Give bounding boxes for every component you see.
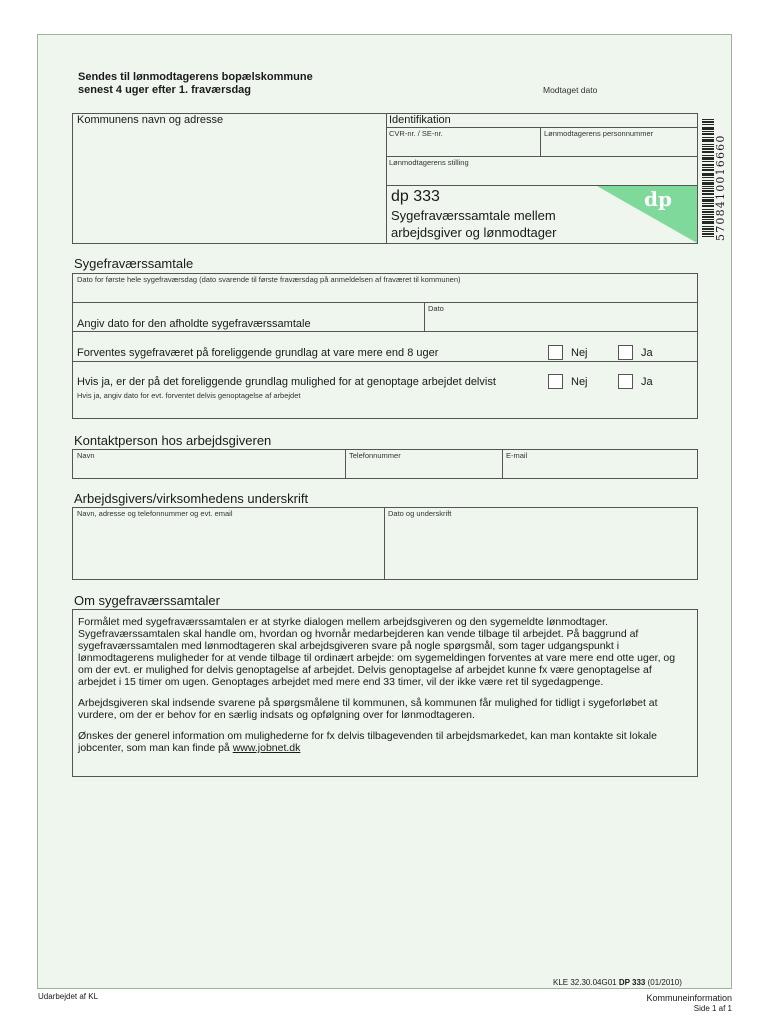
barcode-bar (702, 159, 714, 160)
barcode-bar (702, 186, 714, 187)
meeting-date-label: Angiv dato for den afholdte sygefraværssamtale (77, 318, 311, 330)
first-day-field[interactable] (73, 285, 697, 301)
barcode (702, 119, 730, 241)
send-line-2: senest 4 uger efter 1. fraværsdag (78, 84, 252, 96)
barcode-bar (702, 233, 714, 234)
meeting-date-field[interactable] (425, 314, 697, 330)
barcode-bar (702, 167, 714, 168)
identification-label: Identifikation (389, 114, 451, 126)
barcode-bar (702, 219, 714, 220)
sickness-line-2 (72, 331, 698, 332)
publisher: Kommuneinformation (646, 993, 732, 1003)
barcode-bar (702, 214, 714, 215)
barcode-bar (702, 175, 714, 176)
contact-email-label: E-mail (506, 451, 528, 460)
barcode-bar (702, 134, 714, 135)
barcode-bar (702, 133, 714, 134)
form-title-block (387, 186, 697, 243)
employer-details-field[interactable] (73, 519, 383, 579)
barcode-bar (702, 161, 714, 162)
id-line-2 (386, 156, 698, 157)
q2-yes-label: Ja (641, 376, 653, 388)
barcode-bar (702, 184, 714, 185)
barcode-bar (702, 193, 714, 194)
municipality-label: Kommunens navn og adresse (77, 114, 224, 126)
barcode-bar (702, 146, 714, 147)
barcode-bar (702, 128, 714, 129)
barcode-bar (702, 148, 714, 149)
form-code-line (553, 978, 682, 987)
barcode-bar (702, 182, 714, 183)
barcode-bar (702, 191, 714, 192)
barcode-bar (702, 139, 714, 140)
prepared-by: Udarbejdet af KL (38, 992, 99, 1001)
contact-phone-label: Telefonnummer (349, 451, 401, 460)
id-line-1 (386, 127, 698, 128)
barcode-bar (702, 194, 714, 195)
form-code: DP 333 (618, 978, 646, 987)
barcode-bar (702, 211, 714, 212)
q1-yes-checkbox[interactable] (618, 345, 633, 360)
about-paragraph-3 (78, 730, 691, 754)
barcode-bar (702, 223, 714, 224)
barcode-bar (702, 228, 714, 229)
barcode-bar (702, 149, 714, 150)
contact-name-label: Navn (77, 451, 95, 460)
form-title-line-2: arbejdsgiver og lønmodtager (391, 225, 557, 240)
municipality-field[interactable] (73, 127, 385, 243)
about-paragraph-3-text: Ønskes der generel information om mulighederne for fx delvis tilbagevenden til arbejdsmarkedet, kan man kontakte sit lokale jobcenter, som man kan finde på (78, 730, 657, 754)
send-instructions (78, 71, 313, 97)
jobnet-link[interactable]: www.jobnet.dk (232, 742, 301, 754)
barcode-bar (702, 173, 714, 174)
section-title-sickness: Sygefraværssamtale (74, 256, 194, 271)
question-partial-return: Hvis ja, er der på det foreliggende grundlag mulighed for at genoptage arbejdet delvist (77, 376, 496, 388)
barcode-bar (702, 122, 714, 123)
q2-no-label: Nej (571, 376, 588, 388)
about-paragraph-2: Arbejdsgiveren skal indsende svarene på spørgsmålene til kommunen, så kommunen får mulighed for tidligt i sygeforløbet at vurdere, om der er behov for en særlig indsats og opfølgning over for lønmodtageren. (78, 697, 658, 721)
barcode-bar (702, 203, 714, 204)
cpr-field[interactable] (541, 139, 697, 155)
barcode-bar (702, 141, 714, 142)
barcode-bar (702, 183, 714, 184)
date-signature-field[interactable] (385, 519, 697, 579)
barcode-bar (702, 231, 714, 232)
barcode-bar (702, 119, 714, 120)
barcode-bar (702, 216, 714, 217)
barcode-bar (702, 234, 714, 235)
contact-phone-field[interactable] (346, 461, 501, 478)
form-edition: (01/2010) (647, 978, 682, 987)
date-label: Dato (428, 304, 444, 313)
kle-code: KLE 32.30.04G01 (553, 978, 617, 987)
contact-name-field[interactable] (73, 461, 344, 478)
sickness-line-1 (72, 302, 698, 303)
contact-email-field[interactable] (503, 461, 697, 478)
barcode-bar (702, 180, 714, 181)
barcode-bar (702, 158, 714, 159)
section-title-signature: Arbejdsgivers/virksomhedens underskrift (74, 491, 309, 506)
barcode-bar (702, 127, 714, 128)
position-label: Lønmodtagerens stilling (389, 158, 469, 167)
barcode-bar (702, 197, 714, 198)
barcode-bar (702, 174, 714, 175)
barcode-bar (702, 209, 714, 210)
question-8-weeks: Forventes sygefraværet på foreliggende grundlag at vare mere end 8 uger (77, 347, 439, 359)
barcode-bar (702, 137, 714, 138)
partial-date-label: Hvis ja, angiv dato for evt. forventet delvis genoptagelse af arbejdet (77, 391, 301, 400)
section-title-contact: Kontaktperson hos arbejdsgiveren (74, 433, 272, 448)
dp-logo: dp (644, 187, 672, 211)
barcode-bar (702, 140, 714, 141)
barcode-bar (702, 200, 714, 201)
position-field[interactable] (387, 168, 697, 184)
send-line-1: Sendes til lønmodtagerens bopælskommune (78, 71, 313, 83)
barcode-bar (702, 155, 714, 156)
barcode-bar (702, 124, 714, 125)
barcode-bar (702, 129, 714, 130)
received-date-label: Modtaget dato (543, 85, 598, 95)
first-day-label: Dato for første hele sygefraværsdag (dato svarende til første fraværsdag på anmeldelsen af fraværet til kommunen) (77, 275, 461, 284)
form-page (37, 34, 732, 989)
barcode-number: 5708410016660 (714, 134, 727, 241)
q1-no-label: Nej (571, 347, 588, 359)
q1-no-checkbox[interactable] (548, 345, 563, 360)
q1-yes-label: Ja (641, 347, 653, 359)
form-number: dp 333 (391, 188, 440, 205)
cvr-label: CVR-nr. / SE-nr. (389, 129, 443, 138)
barcode-bar (702, 152, 714, 153)
cpr-label: Lønmodtagerens personnummer (544, 129, 654, 138)
barcode-bar (702, 199, 714, 200)
q2-no-checkbox[interactable] (548, 374, 563, 389)
barcode-bar (702, 206, 714, 207)
barcode-bar (702, 205, 714, 206)
barcode-bar (702, 190, 714, 191)
about-paragraph-1: Formålet med sygefraværssamtalen er at styrke dialogen mellem arbejdsgiveren og den sygemeldte lønmodtager. Sygefraværssamtalen skal handle om, hvordan og hvornår medarbejderen kan vende tilbage til arbejdet. På baggrund af sygefraværssamtalen med lønmodtageren skal arbejdsgiveren svare på nogle spørgsmål, som tager udgangspunkt i lønmodtagerens muligheder for at vende tilbage til ordinært arbejde: om sygemeldingen forventes at vare mere end otte uger, og om der evt. er mulighed for delvis genoptagelse af arbejdet. Delvis genoptagelse af arbejdet kunne fx være genoptagelse af arbejdet i 15 timer om ugen. Genoptages arbejdet med mere end 33 timer, vil der ikke være ret til sygedagpenge. (78, 616, 676, 688)
form-title (391, 207, 556, 241)
barcode-bar (702, 131, 714, 132)
barcode-bar (702, 177, 714, 178)
barcode-bar (702, 229, 714, 230)
q2-yes-checkbox[interactable] (618, 374, 633, 389)
barcode-bar (702, 226, 714, 227)
about-section (72, 609, 698, 777)
date-signature-label: Dato og underskrift (388, 509, 452, 518)
barcode-bar (702, 165, 714, 166)
form-title-line-1: Sygefraværssamtale mellem (391, 208, 556, 223)
employer-details-label: Navn, adresse og telefonnummer og evt. email (77, 509, 233, 518)
barcode-bar (702, 222, 714, 223)
barcode-bar (702, 157, 714, 158)
barcode-bar (702, 212, 714, 213)
section-title-about: Om sygefraværssamtaler (74, 593, 220, 608)
barcode-bar (702, 151, 714, 152)
barcode-bar (702, 121, 714, 122)
barcode-bar (702, 236, 714, 237)
sickness-line-3 (72, 361, 698, 362)
barcode-bar (702, 170, 714, 171)
barcode-bar (702, 164, 714, 165)
barcode-bar (702, 201, 714, 202)
barcode-bar (702, 217, 714, 218)
page-number: Side 1 af 1 (693, 1004, 732, 1013)
barcode-bar (702, 188, 714, 189)
partial-date-field[interactable] (73, 401, 697, 418)
cvr-field[interactable] (387, 139, 539, 155)
barcode-bar (702, 221, 714, 222)
barcode-bar (702, 169, 714, 170)
barcode-bar (702, 144, 714, 145)
